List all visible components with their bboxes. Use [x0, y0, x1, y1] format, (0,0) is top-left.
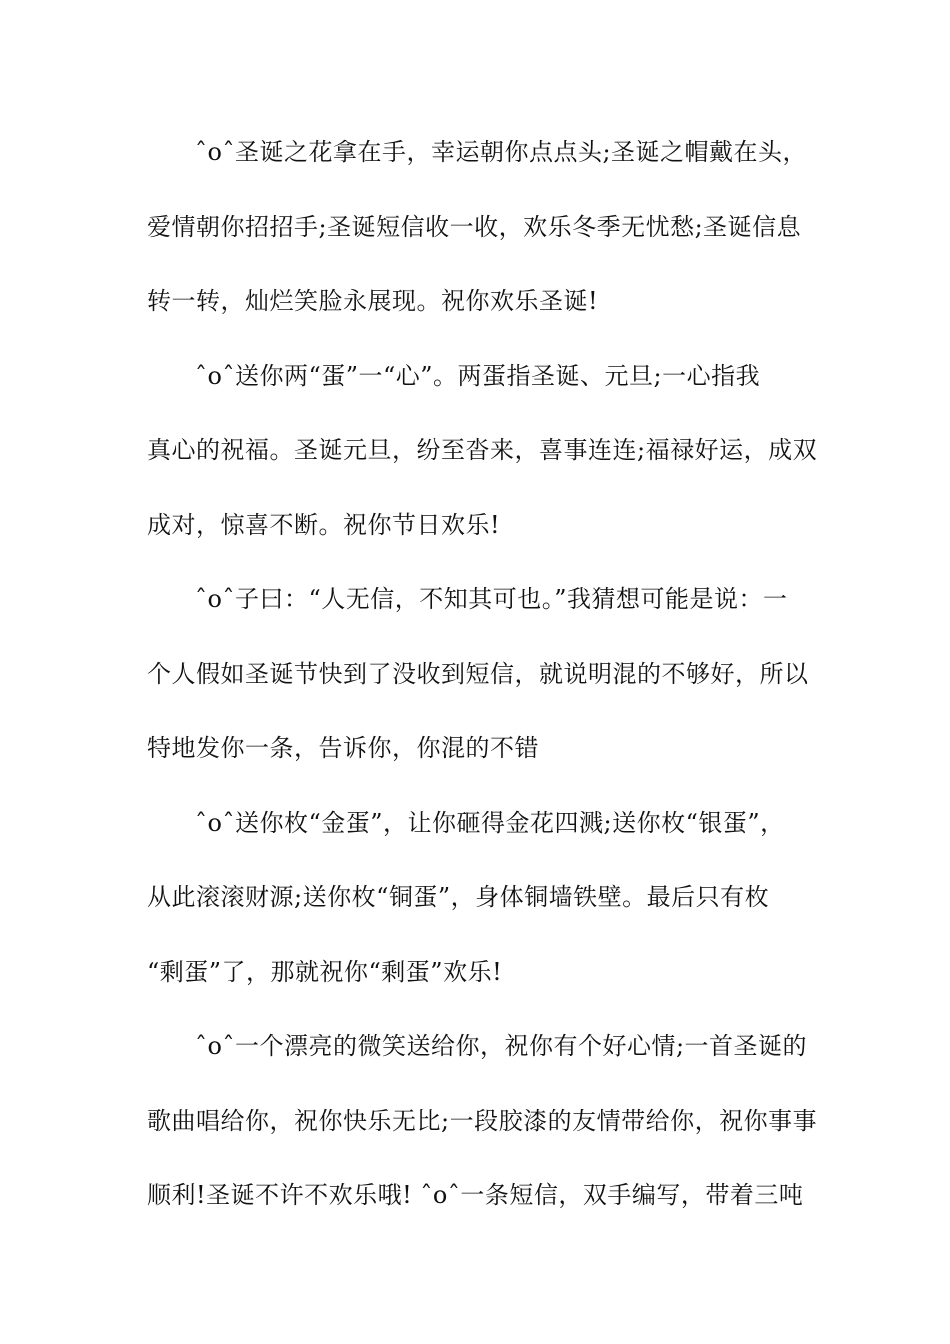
paragraph-2-line-1: ˆoˆ送你两“蛋”一“心”。两蛋指圣诞、元旦;一心指我	[195, 361, 761, 390]
paragraph-4-line-1: ˆoˆ送你枚“金蛋”，让你砸得金花四溅;送你枚“银蛋”，	[195, 808, 785, 837]
paragraph-5-line-2: 歌曲唱给你，祝你快乐无比;一段胶漆的友情带给你，祝你事事	[147, 1106, 818, 1135]
paragraph-4-line-3: “剩蛋”了，那就祝你“剩蛋”欢乐!	[147, 957, 503, 986]
paragraph-3-line-2: 个人假如圣诞节快到了没收到短信，就说明混的不够好，所以	[147, 659, 809, 688]
paragraph-5-line-3: 顺利!圣诞不许不欢乐哦! ˆoˆ一条短信，双手编写，带着三吨	[147, 1181, 804, 1209]
paragraph-1-line-3: 转一转，灿烂笑脸永展现。祝你欢乐圣诞!	[147, 287, 599, 315]
paragraph-5-line-1: ˆoˆ一个漂亮的微笑送给你，祝你有个好心情;一首圣诞的	[195, 1032, 808, 1060]
paragraph-1-line-2: 爱情朝你招招手;圣诞短信收一收，欢乐冬季无忧愁;圣诞信息	[147, 212, 802, 241]
paragraph-2-line-2: 真心的祝福。圣诞元旦，纷至沓来，喜事连连;福禄好运，成双	[147, 436, 818, 464]
body-text	[147, 128, 837, 1246]
paragraph-2-line-3: 成对，惊喜不断。祝你节日欢乐!	[147, 510, 501, 539]
paragraph-4-line-2: 从此滚滚财源;送你枚“铜蛋”，身体铜墙铁壁。最后只有枚	[147, 883, 770, 911]
paragraph-3-line-3: 特地发你一条，告诉你，你混的不错	[147, 734, 539, 762]
paragraph-3-line-1: ˆoˆ子曰：“人无信，不知其可也。”我猜想可能是说：一	[195, 585, 788, 613]
paragraph-1-line-1: ˆoˆ圣诞之花拿在手，幸运朝你点点头;圣诞之帽戴在头，	[195, 138, 808, 166]
